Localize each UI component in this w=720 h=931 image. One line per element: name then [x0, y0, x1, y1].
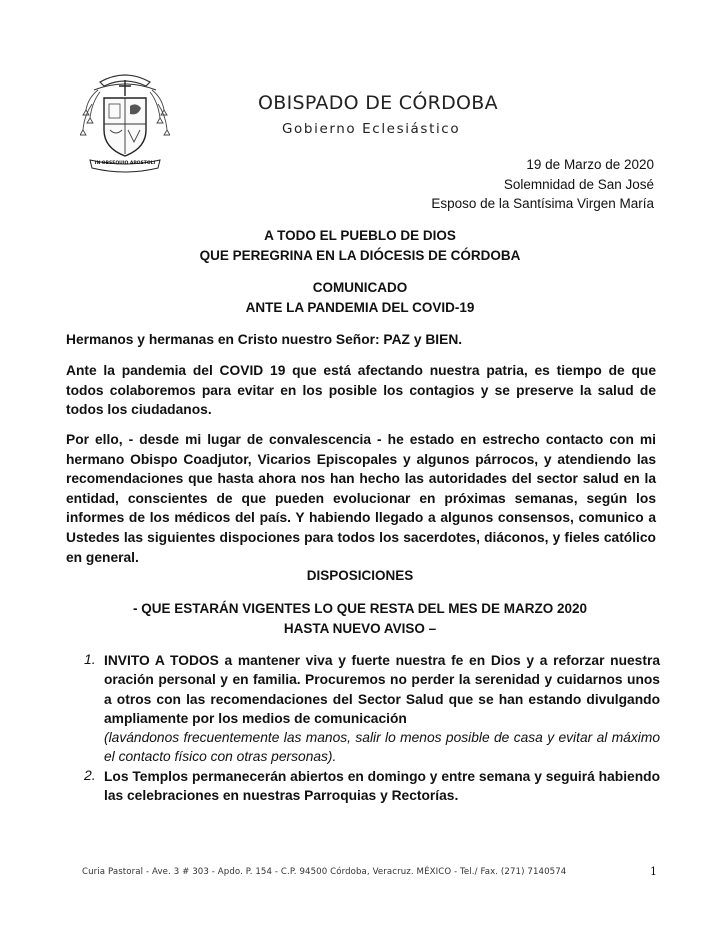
date-line: 19 de Marzo de 2020 [526, 157, 654, 172]
dispositions-heading: DISPOSICIONES [306, 568, 414, 583]
greeting: Hermanos y hermanas en Cristo nuestro Señor: PAZ y BIEN. [66, 332, 463, 347]
communique-heading [60, 278, 660, 317]
date-block [431, 155, 654, 214]
paragraph-intro: Ante la pandemia del COVID 19 que está afectando nuestra patria, es tiempo de que todos colaboremos para evitar en los posible los contagios y se preserve la salud de todos los ciudadanos. [66, 363, 656, 418]
paragraph-body: Por ello, - desde mi lugar de convalescencia - he estado en estrecho contacto con mi hermano Obispo Coadjutor, Vicarios Episcopales y algunos párrocos, y atendiendo las recomendaciones que hasta ahora nos han hecho las autoridades del sector salud en la entidad, conscientes de que pueden evolucionar en próximas semanas, según los informes de los médicos del país. Y habiendo llegado a algunos consensos, comunico a Ustedes las siguientes dispociones para todos los sacerdotes, diáconos, y fieles católico en general. [66, 432, 656, 565]
coat-of-arms-icon [80, 68, 170, 174]
list-item-number: 1. [84, 651, 96, 667]
list-item [84, 651, 660, 767]
crest-motto: IN OBSEQUIO APOSTOLI [94, 161, 156, 166]
list-item-note: (lavándonos frecuentemente las manos, salir lo menos posible de casa y evitar al máximo el contacto físico con otras personas). [104, 730, 660, 765]
list-item [84, 767, 660, 806]
validity-line: HASTA NUEVO AVISO – [283, 620, 437, 636]
list-item-text: INVITO A TODOS a mantener viva y fuerte nuestra fe en Dios y a reforzar nuestra oración personal y en familia. Procuremos no perder la serenidad y cuidarnos unos a otros con las recomendaciones del Sector Salud que se han estando divulgando ampliamente por los medios de comunicación [104, 653, 660, 726]
date-line: Esposo de la Santísima Virgen María [431, 196, 654, 211]
validity-heading [60, 599, 660, 638]
validity-line: - QUE ESTARÁN VIGENTES LO QUE RESTA DEL MES DE MARZO 2020 [132, 601, 588, 616]
letterhead-title: OBISPADO DE CÓRDOBA [258, 92, 498, 114]
footer-address: Curia Pastoral - Ave. 3 # 303 - Apdo. P. 154 - C.P. 94500 Córdoba, Veracruz. MÉXICO - Tel./ Fax. (271) 7140574 [82, 867, 567, 877]
addressee-heading [60, 226, 660, 265]
list-item-text: Los Templos permanecerán abiertos en domingo y entre semana y seguirá habiendo las celebraciones en nuestras Parroquias y Rectorías. [104, 769, 660, 804]
communique-line: ANTE LA PANDEMIA DEL COVID-19 [245, 299, 475, 315]
date-line: Solemnidad de San José [503, 176, 654, 192]
communique-line: COMUNICADO [312, 280, 408, 295]
addressee-line: QUE PEREGRINA EN LA DIÓCESIS DE CÓRDOBA [199, 247, 521, 263]
page-number: 1 [650, 865, 657, 878]
addressee-line: A TODO EL PUEBLO DE DIOS [264, 228, 456, 243]
letterhead-subtitle: Gobierno Eclesiástico [282, 121, 461, 137]
list-item-number: 2. [84, 767, 96, 783]
